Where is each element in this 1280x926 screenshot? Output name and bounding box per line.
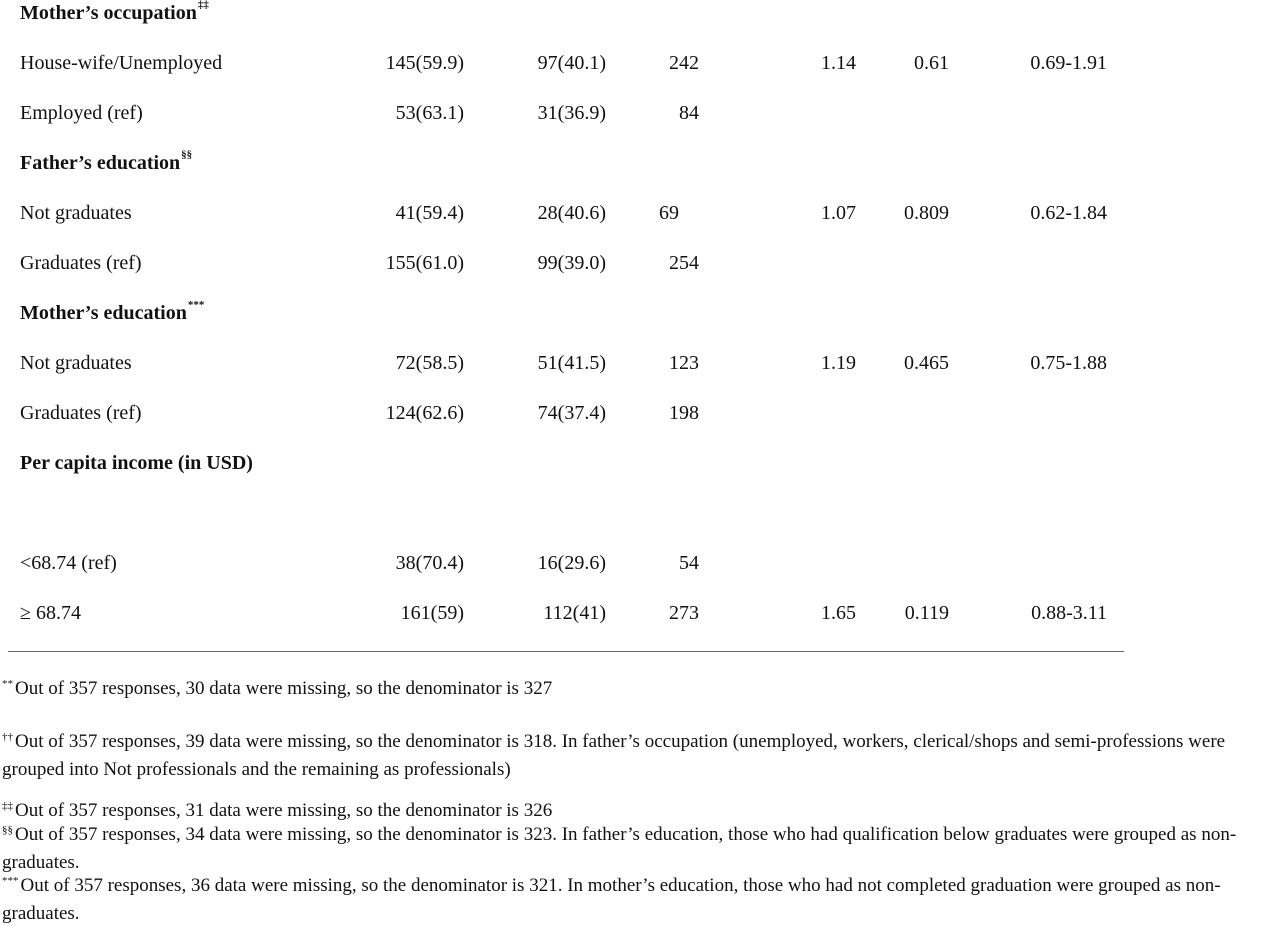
footnote — [2, 729, 1278, 782]
footnote — [2, 873, 1278, 926]
row-label: Employed (ref) — [20, 102, 143, 124]
cell-value: 53(63.1) — [395, 102, 464, 124]
cell-p-value: 0.119 — [904, 602, 949, 624]
footnote-text: Out of 357 responses, 39 data were missing, so the denominator is 318. In father’s occupation (unemployed, workers, clerical/shops and semi-professions were grouped into Not professionals and the remaining as professionals) — [2, 731, 1226, 780]
section-heading-text: Mother’s education — [20, 302, 187, 324]
cell-value: 51(41.5) — [537, 352, 606, 374]
footnote-mark: *** — [2, 875, 19, 887]
cell-value: 155(61.0) — [385, 252, 464, 274]
footnote-text: Out of 357 responses, 36 data were missing, so the denominator is 321. In mother’s education, those who had not completed graduation were grouped as non-graduates. — [2, 875, 1221, 924]
cell-value: 124(62.6) — [385, 402, 464, 424]
cell-odds-ratio: 1.19 — [821, 352, 856, 374]
footnote-mark: ‡‡ — [2, 800, 13, 812]
table-row — [0, 603, 1280, 629]
table-row — [0, 353, 1280, 379]
footnote — [2, 676, 1278, 704]
table-row — [0, 253, 1280, 279]
cell-value: 72(58.5) — [395, 352, 464, 374]
cell-total: 242 — [669, 52, 699, 74]
cell-total: 273 — [669, 602, 699, 624]
footnote-text: Out of 357 responses, 30 data were missing, so the denominator is 327 — [15, 678, 553, 699]
cell-total: 69 — [659, 202, 679, 224]
cell-total: 84 — [679, 102, 699, 124]
cell-value: 99(39.0) — [537, 252, 606, 274]
cell-total: 198 — [669, 402, 699, 424]
section-heading — [20, 149, 193, 174]
cell-value: 41(59.4) — [395, 202, 464, 224]
footnote-text: Out of 357 responses, 34 data were missing, so the denominator is 323. In father’s education, those who had qualification below graduates were grouped as non-graduates. — [2, 824, 1237, 873]
cell-p-value: 0.61 — [914, 52, 949, 74]
footnote-mark: §§ — [2, 824, 13, 836]
row-label: Not graduates — [20, 202, 132, 224]
table-row — [0, 203, 1280, 229]
section-heading-text: Mother’s occupation — [20, 2, 197, 24]
footnote-mark: *** — [187, 299, 205, 311]
cell-total: 123 — [669, 352, 699, 374]
cell-confidence-interval: 0.69-1.91 — [1030, 52, 1107, 74]
row-label: Not graduates — [20, 352, 132, 374]
footnote — [2, 822, 1278, 875]
cell-confidence-interval: 0.75-1.88 — [1030, 352, 1107, 374]
table-row — [0, 553, 1280, 579]
cell-confidence-interval: 0.88-3.11 — [1031, 602, 1107, 624]
cell-total: 254 — [669, 252, 699, 274]
cell-p-value: 0.465 — [904, 352, 949, 374]
row-label: <68.74 (ref) — [20, 552, 117, 574]
footnote-text: Out of 357 responses, 31 data were missing, so the denominator is 326 — [15, 800, 553, 821]
table-row — [0, 403, 1280, 429]
table-row — [0, 53, 1280, 79]
footnote-mark: ** — [2, 678, 13, 690]
section-heading: Per capita income (in USD) — [20, 452, 253, 474]
section-row-mother-occupation — [0, 0, 1280, 29]
cell-value: 145(59.9) — [385, 52, 464, 74]
cell-odds-ratio: 1.07 — [821, 202, 856, 224]
cell-odds-ratio: 1.65 — [821, 602, 856, 624]
cell-value: 112(41) — [543, 602, 606, 624]
footnote-mark: †† — [2, 731, 13, 743]
cell-value: 31(36.9) — [537, 102, 606, 124]
footnote-mark: §§ — [181, 149, 193, 161]
section-heading — [20, 0, 209, 24]
cell-p-value: 0.809 — [904, 202, 949, 224]
footnote-mark: ‡‡ — [197, 0, 209, 11]
row-label: House-wife/Unemployed — [20, 52, 223, 74]
section-heading — [20, 299, 205, 324]
section-row-father-education — [0, 149, 1280, 179]
row-label: ≥ 68.74 — [20, 602, 81, 624]
cell-value: 28(40.6) — [537, 202, 606, 224]
cell-total: 54 — [679, 552, 699, 574]
section-heading-text: Father’s education — [20, 152, 181, 174]
row-label: Graduates (ref) — [20, 252, 142, 274]
cell-odds-ratio: 1.14 — [821, 52, 856, 74]
cell-value: 161(59) — [400, 602, 464, 624]
section-row-mother-education — [0, 299, 1280, 329]
row-label: Graduates (ref) — [20, 402, 142, 424]
cell-value: 16(29.6) — [537, 552, 606, 574]
cell-confidence-interval: 0.62-1.84 — [1030, 202, 1107, 224]
table-row — [0, 103, 1280, 129]
table-bottom-rule — [8, 651, 1124, 652]
cell-value: 38(70.4) — [395, 552, 464, 574]
section-row-income — [0, 453, 1280, 479]
cell-value: 74(37.4) — [537, 402, 606, 424]
cell-value: 97(40.1) — [537, 52, 606, 74]
